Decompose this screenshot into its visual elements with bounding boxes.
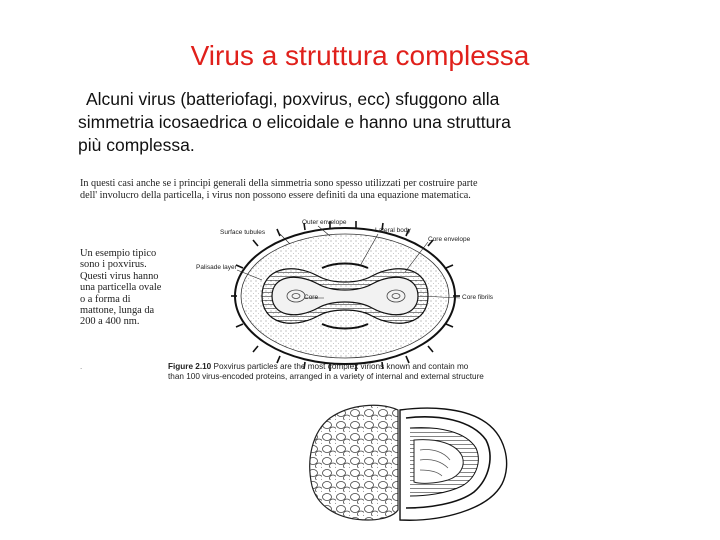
side-line: sono i poxvirus. xyxy=(80,259,147,271)
slide-title: Virus a struttura complessa xyxy=(190,40,530,71)
side-line: mattone, lunga da xyxy=(80,305,155,317)
caption-text: Poxvirus particles are the most complex virions known and contain mo xyxy=(213,362,469,371)
intro-line: simmetria icosaedrica o elicoidale e hanno una struttura xyxy=(78,112,511,132)
intro-line: più complessa. xyxy=(78,135,195,155)
side-line: Un esempio tipico xyxy=(80,248,157,259)
label-outer-envelope: Outer envelope xyxy=(302,219,347,226)
scanned-line: dell' involucro della particella, i virus non possono essere definiti da una equazione matematica. xyxy=(80,190,471,201)
caption-figure-number: Figure 2.10 xyxy=(168,362,212,371)
figure-caption xyxy=(168,362,528,382)
surface-view xyxy=(310,405,398,520)
side-line: o a forma di xyxy=(80,293,131,305)
side-line: Questi virus hanno xyxy=(80,270,159,282)
caption-text: than 100 virus-encoded proteins, arranged in a variety of internal and external structure xyxy=(168,372,484,381)
label-palisade-layer: Palisade layer xyxy=(196,264,237,271)
label-lateral-body: Lateral body xyxy=(375,227,411,234)
scan-speck: . xyxy=(80,362,83,371)
intro-line: Alcuni virus (batteriofagi, poxvirus, ecc) sfuggono alla xyxy=(86,89,500,109)
scanned-line: In questi casi anche se i principi generali della simmetria sono spesso utilizzati per costruire parte xyxy=(80,178,478,189)
label-surface-tubules: Surface tubules xyxy=(220,229,266,236)
label-core: Core xyxy=(304,294,319,301)
label-core-fibrils: Core fibrils xyxy=(462,294,494,301)
label-core-envelope: Core envelope xyxy=(428,236,471,243)
side-line: una particella ovale xyxy=(80,282,162,294)
side-line: 200 a 400 nm. xyxy=(80,316,140,328)
